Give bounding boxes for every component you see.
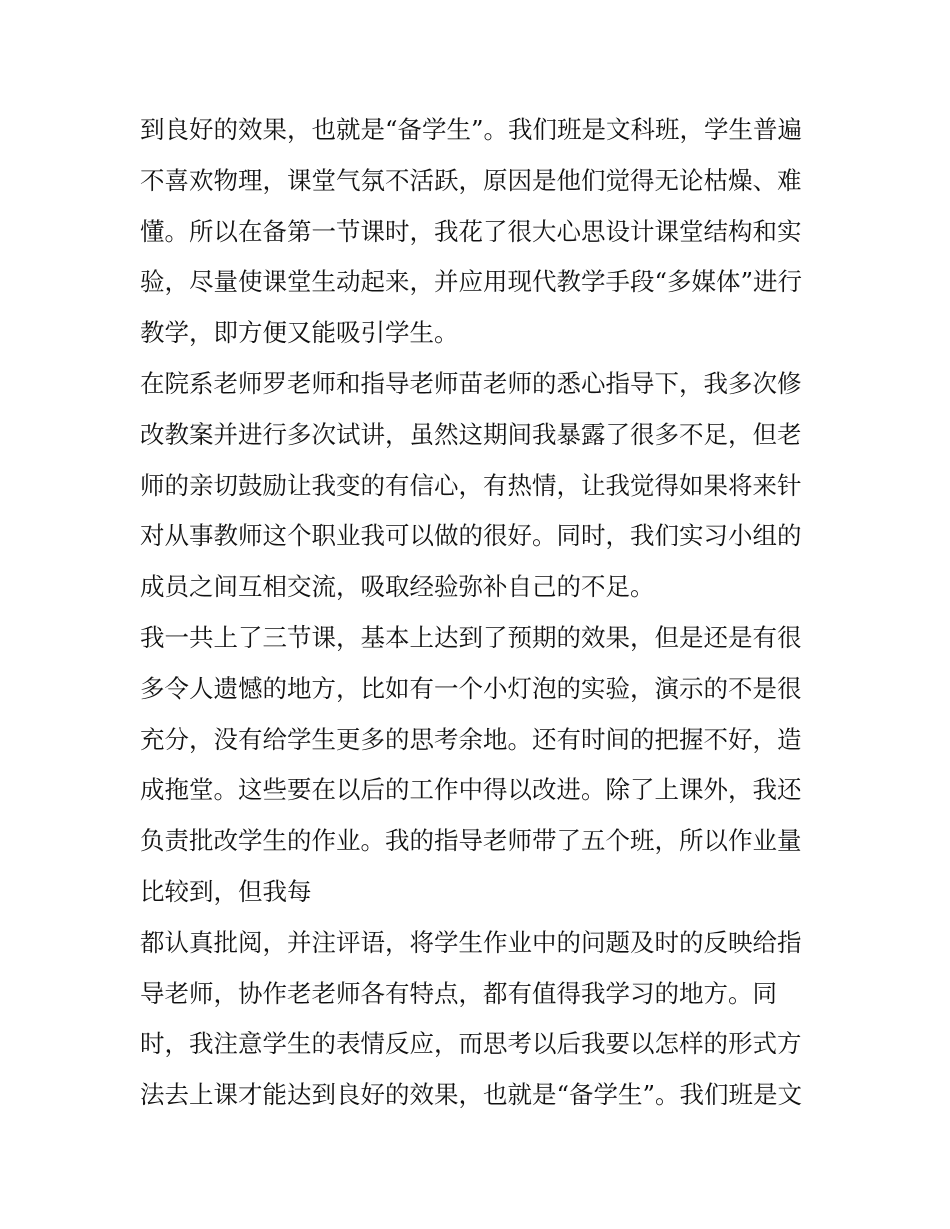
text-line: 我一共上了三节课，基本上达到了预期的效果，但是还是有很 <box>140 622 802 652</box>
text-line: 导老师，协作老老师各有特点，都有值得我学习的地方。同 <box>140 978 777 1008</box>
text-line: 教学，即方便又能吸引学生。 <box>140 318 459 348</box>
text-line: 充分，没有给学生更多的思考余地。还有时间的把握不好，造 <box>140 724 802 754</box>
text-line: 不喜欢物理，课堂气氛不活跃，原因是他们觉得无论枯燥、难 <box>140 165 802 195</box>
text-line: 成员之间互相交流，吸取经验弥补自己的不足。 <box>140 572 655 602</box>
text-line: 多令人遗憾的地方，比如有一个小灯泡的实验，演示的不是很 <box>140 673 802 703</box>
text-line: 法去上课才能达到良好的效果，也就是“备学生”。我们班是文 <box>140 1080 803 1110</box>
text-line: 成拖堂。这些要在以后的工作中得以改进。除了上课外，我还 <box>140 775 802 805</box>
text-line: 验，尽量使课堂生动起来，并应用现代教学手段“多媒体”进行 <box>140 267 803 297</box>
text-line: 师的亲切鼓励让我变的有信心，有热情，让我觉得如果将来针 <box>140 470 802 500</box>
text-line: 时，我注意学生的表情反应，而思考以后我要以怎样的形式方 <box>140 1029 802 1059</box>
text-line: 懂。所以在备第一节课时，我花了很大心思设计课堂结构和实 <box>140 216 802 246</box>
body-text <box>140 105 820 1121</box>
text-line: 都认真批阅，并注评语，将学生作业中的问题及时的反映给指 <box>140 927 802 957</box>
text-line: 在院系老师罗老师和指导老师苗老师的悉心指导下，我多次修 <box>140 368 802 398</box>
text-line: 改教案并进行多次试讲，虽然这期间我暴露了很多不足，但老 <box>140 419 802 449</box>
text-line: 负责批改学生的作业。我的指导老师带了五个班，所以作业量 <box>140 826 802 856</box>
text-line: 比较到，但我每 <box>140 876 312 906</box>
text-line: 对从事教师这个职业我可以做的很好。同时，我们实习小组的 <box>140 521 802 551</box>
text-line: 到良好的效果，也就是“备学生”。我们班是文科班，学生普遍 <box>140 115 803 144</box>
